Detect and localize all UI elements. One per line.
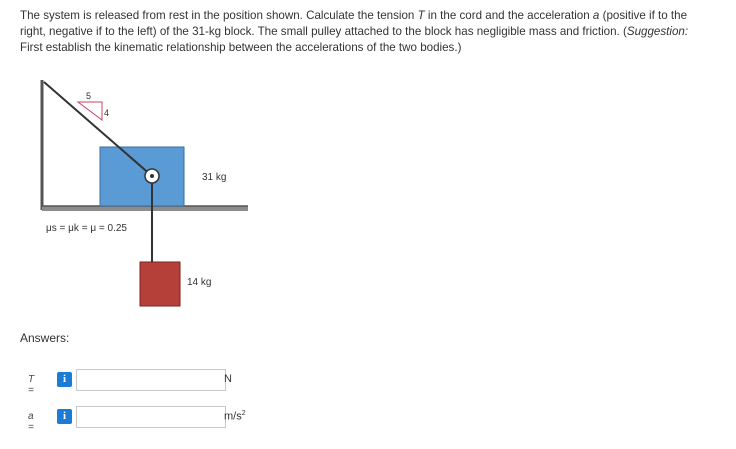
info-icon[interactable]: i xyxy=(57,409,72,424)
problem-figure xyxy=(30,72,260,312)
acceleration-unit xyxy=(224,410,246,423)
block-lower xyxy=(140,262,180,306)
label-14kg: 14 kg xyxy=(187,277,212,288)
acceleration-input[interactable] xyxy=(76,406,226,428)
problem-suggestion-label: Suggestion: xyxy=(626,25,689,38)
cord-inclined xyxy=(44,82,152,176)
info-icon[interactable]: i xyxy=(57,372,72,387)
friction-label: μs = μk = μ = 0.25 xyxy=(46,223,127,234)
problem-text-3: (positive if to the right, negative if to the left) of the 31-kg block. The small pulley attached to the block has negligible mass and friction. ( xyxy=(20,9,688,38)
tension-input[interactable] xyxy=(76,369,226,391)
acceleration-unit-base: m/s xyxy=(224,410,242,423)
problem-statement xyxy=(20,8,710,56)
slope-label-5: 5 xyxy=(86,91,92,101)
label-31kg: 31 kg xyxy=(202,172,227,183)
acceleration-unit-exp: 2 xyxy=(241,410,246,417)
tension-label: T = xyxy=(28,374,35,396)
answers-heading: Answers: xyxy=(20,331,70,345)
problem-text-4: First establish the kinematic relationship between the accelerations of the two bodies.) xyxy=(20,41,462,54)
problem-text-1: The system is released from rest in the position shown. Calculate the tension xyxy=(20,9,418,22)
tension-unit: N xyxy=(224,373,232,385)
problem-var-a: a xyxy=(592,9,600,22)
acceleration-label: a = xyxy=(28,411,34,433)
slope-triangle xyxy=(78,102,102,120)
problem-text-2: in the cord and the acceleration xyxy=(424,9,593,22)
block-upper xyxy=(100,147,184,206)
problem-var-T: T xyxy=(417,9,425,22)
slope-label-4: 4 xyxy=(104,108,110,118)
